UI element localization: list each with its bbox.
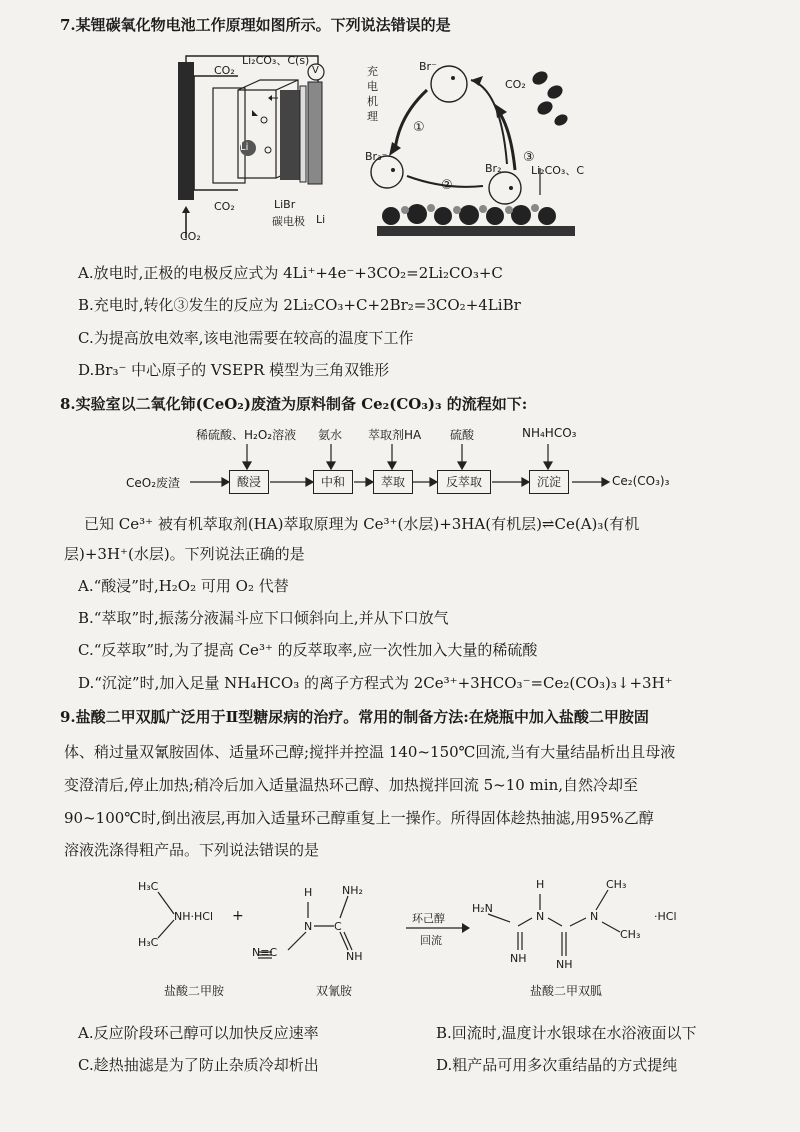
q8-known-line2: 层)+3H⁺(水层)。下列说法正确的是 <box>64 545 305 563</box>
struct-met-ch3-right: CH₃ <box>620 928 641 941</box>
struct-product-name: 盐酸二甲双胍 <box>530 984 603 998</box>
struct-reactant1-name: 盐酸二甲胺 <box>164 984 225 998</box>
label-br3-minus: Br₃⁻ <box>365 150 388 163</box>
flow-reagent-5: NH₄HCO₃ <box>522 426 577 440</box>
q8-known-line1: 已知 Ce³⁺ 被有机萃取剂(HA)萃取原理为 Ce³⁺(水层)+3HA(有机层)⇌Ce(A)₃(有机 <box>84 515 640 533</box>
struct-met-hcl: ·HCl <box>654 910 677 923</box>
struct-h3c-bot: H₃C <box>138 936 159 949</box>
struct-met-h: H <box>536 878 545 891</box>
label-co2-mid: CO₂ <box>214 200 235 213</box>
struct-plus: + <box>232 908 244 924</box>
label-charge-mechanism: 充电机理 <box>367 65 378 123</box>
flow-step-acid-leach: 酸浸 <box>229 470 269 494</box>
struct-met-n2: N <box>590 910 599 923</box>
struct-reactant2-name: 双氰胺 <box>316 984 353 998</box>
struct-h3c-top: H₃C <box>138 880 159 893</box>
q9-option-c: C.趁热抽滤是为了防止杂质冷却析出 <box>78 1056 319 1074</box>
flow-step-neutralize: 中和 <box>313 470 353 494</box>
flow-end: Ce₂(CO₃)₃ <box>612 474 670 488</box>
q7-option-d: D.Br₃⁻ 中心原子的 VSEPR 模型为三角双锥形 <box>78 361 390 379</box>
struct-cond-top: 环己醇 <box>412 912 445 925</box>
q8-option-a: A.“酸浸”时,H₂O₂ 可用 O₂ 代替 <box>78 577 289 595</box>
label-li-right: Li <box>316 213 326 226</box>
flow-arrows <box>0 0 800 500</box>
label-co2-right: CO₂ <box>505 78 526 91</box>
q8-title: 8.实验室以二氧化铈(CeO₂)废渣为原料制备 Ce₂(CO₃)₃ 的流程如下: <box>60 395 528 413</box>
struct-cond-bottom: 回流 <box>420 934 442 947</box>
label-li2co3-c-right: Li₂CO₃、C <box>531 164 585 177</box>
flow-reagent-2: 氨水 <box>318 428 343 442</box>
label-co2-bottom: CO₂ <box>180 230 201 243</box>
q7-title: 7.某锂碳氧化物电池工作原理如图所示。下列说法错误的是 <box>60 16 451 34</box>
q7-option-c: C.为提高放电效率,该电池需要在较高的温度下工作 <box>78 329 414 347</box>
flow-reagent-1: 稀硫酸、H₂O₂溶液 <box>196 428 297 442</box>
q9-line4: 90~100℃时,倒出液层,再加入适量环己醇重复上一操作。所得固体趁热抽滤,用95%乙醇 <box>64 809 654 827</box>
label-libr: LiBr <box>274 198 296 211</box>
struct-dcd-nh: NH <box>346 950 363 963</box>
struct-met-nh-b: NH <box>556 958 573 971</box>
q9-line1: 9.盐酸二甲双胍广泛用于Ⅱ型糖尿病的治疗。常用的制备方法:在烧瓶中加入盐酸二甲胺固 <box>60 708 649 726</box>
q8-option-c: C.“反萃取”时,为了提高 Ce³⁺ 的反萃取率,应一次性加入大量的稀硫酸 <box>78 641 538 659</box>
struct-met-ch3-top: CH₃ <box>606 878 627 891</box>
q9-line2: 体、稍过量双氰胺固体、适量环己醇;搅拌并控温 140~150℃回流,当有大量结晶析出且母液 <box>64 743 676 761</box>
struct-met-h2n: H₂N <box>472 902 493 915</box>
q7-option-a: A.放电时,正极的电极反应式为 4Li⁺+4e⁻+3CO₂=2Li₂CO₃+C <box>78 264 503 282</box>
q7-option-b: B.充电时,转化③发生的反应为 2Li₂CO₃+C+2Br₂=3CO₂+4LiBr <box>78 296 521 314</box>
q9-option-b: B.回流时,温度计水银球在水浴液面以下 <box>436 1024 697 1042</box>
label-co2-top: CO₂ <box>214 64 235 77</box>
q9-option-a: A.反应阶段环己醇可以加快反应速率 <box>78 1024 319 1042</box>
flow-start: CeO₂废渣 <box>126 476 181 490</box>
label-li2co3-c: Li₂CO₃、C(s) <box>242 54 310 67</box>
struct-dcd-c: C <box>334 920 342 933</box>
q9-option-d: D.粗产品可用多次重结晶的方式提纯 <box>436 1056 678 1074</box>
struct-met-nh-a: NH <box>510 952 527 965</box>
label-br2: Br₂ <box>485 162 502 175</box>
flow-step-back-extract: 反萃取 <box>437 470 491 494</box>
struct-dcd-nh2: NH₂ <box>342 884 363 897</box>
label-step1: ① <box>413 120 425 135</box>
struct-met-n1: N <box>536 910 545 923</box>
process-flow <box>0 0 800 500</box>
flow-reagent-4: 硫酸 <box>450 428 475 442</box>
q9-line3: 变澄清后,停止加热;稍冷后加入适量温热环己醇、加热搅拌回流 5~10 min,自然冷却至 <box>64 776 639 794</box>
flow-step-extract: 萃取 <box>373 470 413 494</box>
struct-dcd-h: H <box>304 886 313 899</box>
label-step3: ③ <box>523 150 535 165</box>
q8-option-b: B.“萃取”时,振荡分液漏斗应下口倾斜向上,并从下口放气 <box>78 609 449 627</box>
label-step2: ② <box>441 178 453 193</box>
q9-line5: 溶液洗涤得粗产品。下列说法错误的是 <box>64 841 320 859</box>
flow-reagent-3: 萃取剂HA <box>368 428 422 442</box>
flow-step-precipitate: 沉淀 <box>529 470 569 494</box>
struct-nh-hcl: NH·HCl <box>174 910 214 923</box>
label-li: Li <box>240 142 249 153</box>
q8-option-d: D.“沉淀”时,加入足量 NH₄HCO₃ 的离子方程式为 2Ce³⁺+3HCO₃⁻=Ce₂(CO₃)₃↓+3H⁺ <box>78 674 673 692</box>
label-electrode: 碳电极 <box>272 215 305 228</box>
reaction-scheme <box>120 866 720 1001</box>
struct-dcd-n: N <box>304 920 313 933</box>
struct-dcd-nc: N≡C <box>252 946 278 959</box>
label-br-minus: Br⁻ <box>419 60 437 73</box>
label-v: V <box>312 65 319 76</box>
